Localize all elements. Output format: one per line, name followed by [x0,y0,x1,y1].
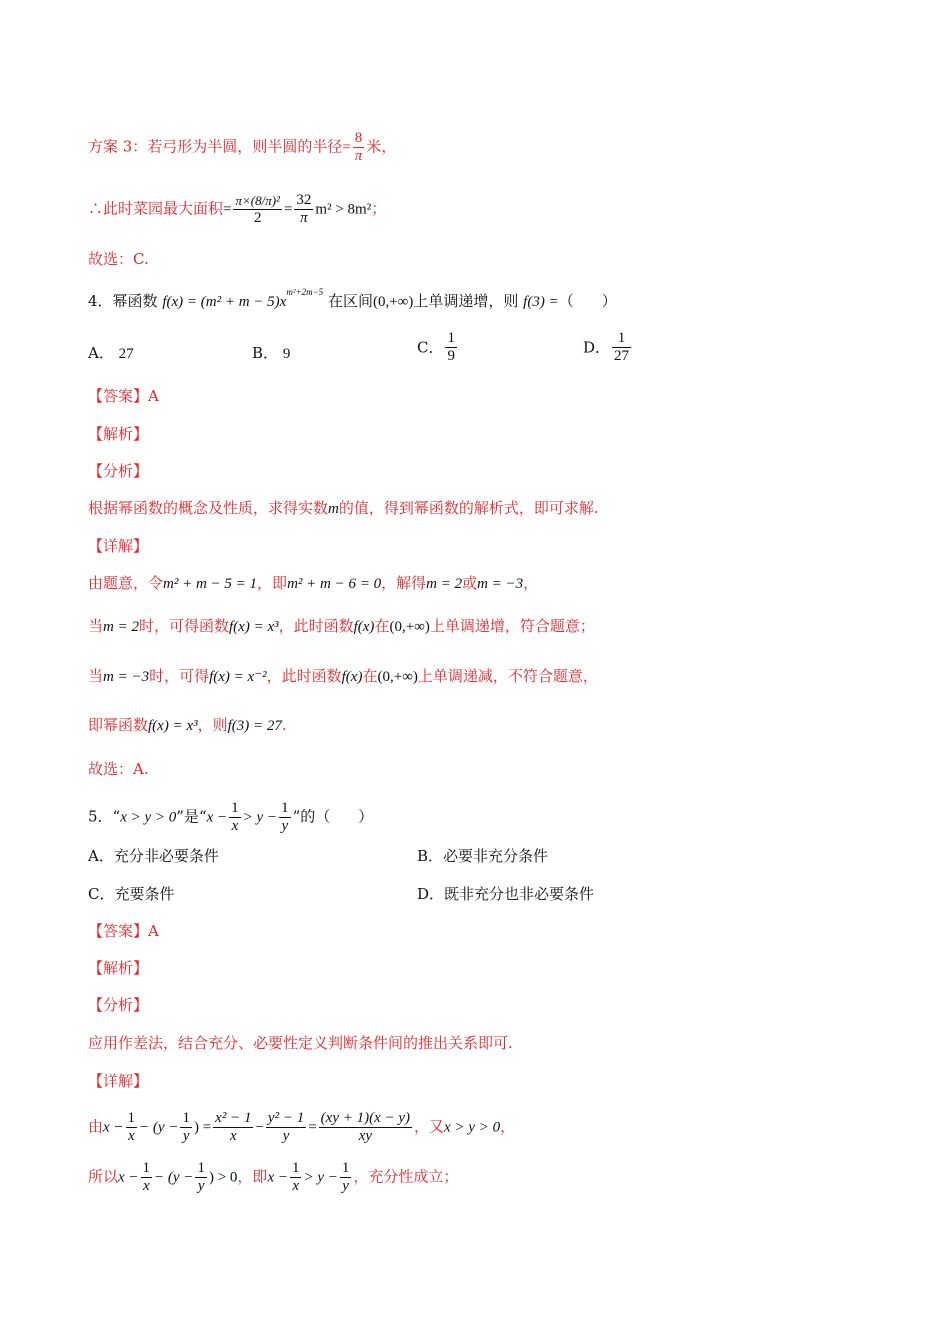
choose-c: 故选：C. [88,250,149,268]
q4-interval: (0,+∞) [372,294,414,310]
q4-detail-line-3: 当m = −3时，可得f(x) = x⁻²，此时函数f(x)在(0,+∞)上单调递减，不符合题意， [88,667,598,685]
q5-analysis: 【解析】 [88,959,149,977]
q5-fenxi: 【分析】 [88,996,149,1014]
plan3-lead: 方案 3：若弓形为半圆，则半圆的半径 [88,137,343,156]
q4-fenxi: 【分析】 [88,462,149,480]
q4-detail: 【详解】 [88,537,149,555]
q4-option-d: D． $\frac{1}{27}$ [583,330,630,364]
area-fraction: $\frac{32}{\pi}$ [296,192,312,226]
q4-detail-line-4: 即幂函数f(x) = x³，则f(3) = 27. [88,716,287,734]
area-lead: ∴此时菜园最大面积 [88,199,224,218]
q4-option-b: B． 9 [252,344,291,362]
q5-option-c: C．充要条件 [88,885,175,903]
q4-ask: f(3) = [523,294,559,310]
q5-detail-line-2: 所以x − $\frac{1}{x}$ − (y − $\frac{1}{y}$ ) > 0，即x − $\frac{1}{x}$ > y − $\frac{1}{y}$ ，充分性成立； [88,1160,459,1194]
q4-answer: 【答案】A [88,387,159,405]
q4-close: ） [601,292,617,310]
q4-detail-line-2: 当m = 2时，可得函数f(x) = x³，此时函数f(x)在(0,+∞)上单调递增，符合题意； [88,617,595,635]
q4-analysis: 【解析】 [88,425,149,443]
q5-detail: 【详解】 [88,1072,149,1090]
q4-option-c: C． $\frac{1}{9}$ [417,330,455,364]
q5-option-a: A．充分非必要条件 [88,847,219,865]
q4-open: （ [558,292,574,310]
q5-stem: 5．“x > y > 0”是“x − $\frac{1}{x}$ > y − $\frac{1}{y}$ ”的（ ） [88,800,374,834]
choose-a: 故选：A. [88,760,149,778]
area-line: ∴此时菜园最大面积= $\frac{\text{π×(8/π)²}}{2}$ = $\frac{32}{\pi}$ m² > 8m²； [88,192,387,226]
q4-fenxi-text: 根据幂函数的概念及性质，求得实数m的值，得到幂函数的解析式，即可求解. [88,499,599,517]
area-end: ； [371,199,387,218]
q5-option-b: B．必要非充分条件 [417,847,549,865]
q5-fenxi-text: 应用作差法，结合充分、必要性定义判断条件间的推出关系即可. [88,1034,513,1052]
q4-exponent: m²+2m−5 [286,287,324,297]
area-big-fraction: $\frac{\text{π×(8/π)²}}{2}$ [235,193,280,226]
plan3-unit: 米， [366,137,397,156]
q4-mid: 在区间 [327,292,373,310]
q4-stem [88,287,910,313]
q4-rest: 上单调递增，则 [413,292,519,310]
q5-option-d: D．既非充分也非必要条件 [417,885,595,903]
q5-detail-line-1: 由x − $\frac{1}{x}$ − (y − $\frac{1}{y}$ ) = $\frac{\text{x² − 1}}{x}$ − $\frac{\text{y² − 1}}{y}$ = $\frac{(xy + 1)(x - y)}{xy}$ ，又x > y > 0， [88,1110,516,1144]
radius-fraction: $\frac{8}{\pi}$ [354,130,363,164]
q4-option-a: A． 27 [88,344,134,362]
q4-number: 4．幂函数 [88,292,158,310]
q4-formula: f(x) = (m² + m − 5)x [162,294,287,310]
area-tail: m² > 8m² [315,201,372,218]
plan3-line: 方案 3：若弓形为半圆，则半圆的半径= $\frac{8}{\pi}$ 米， [88,130,397,164]
q4-detail-line-1: 由题意，令m² + m − 5 = 1，即m² + m − 6 = 0，解得m = 2或m = −3， [88,574,539,592]
q5-answer: 【答案】A [88,922,159,940]
